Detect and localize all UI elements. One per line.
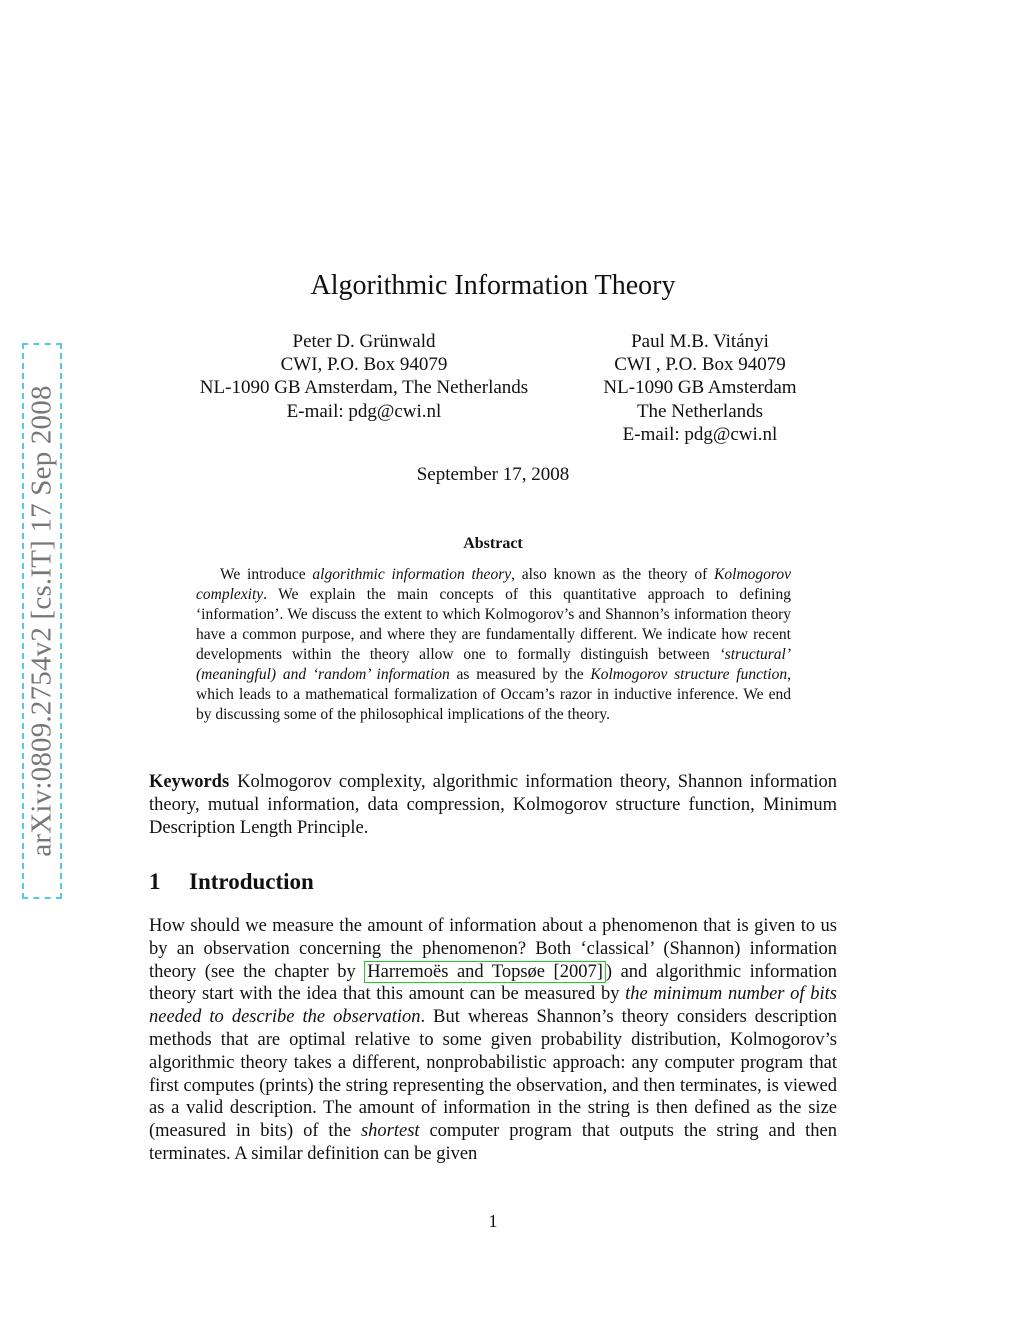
intro-emphasis: the minimum number of bits needed to describe the observation xyxy=(149,984,837,1028)
intro-emphasis: shortest xyxy=(360,1121,420,1142)
section-heading xyxy=(149,869,314,895)
author-affiliation-line: NL-1090 GB Amsterdam xyxy=(603,377,797,399)
paper-date: September 17, 2008 xyxy=(416,464,570,485)
author-affiliation-line: The Netherlands xyxy=(636,400,764,422)
keywords-text: Kolmogorov complexity, algorithmic information theory, Shannon information theory, mutual information, data compression, Kolmogorov structure function, Minimum Description Length Principle. xyxy=(149,772,837,838)
author-affiliation-line: NL-1090 GB Amsterdam, The Netherlands xyxy=(199,377,529,399)
author-email: E-mail: pdg@cwi.nl xyxy=(286,400,442,422)
abstract-heading: Abstract xyxy=(463,535,523,552)
author-email: E-mail: pdg@cwi.nl xyxy=(622,423,778,445)
abstract-emphasis: Kolmogorov structure function xyxy=(590,666,788,683)
abstract-body: We introduce algorithmic information theory, also known as the theory of Kolmogorov complexity. We explain the main concepts of this quantitative approach to defining ‘information’. We discuss the extent to which Kolmogorov’s and Shannon’s information theory have a common purpose, and where they are fundamentally different. We indicate how recent developments within the theory allow one to formally distinguish between ‘structural’ (meaningful) and ‘random’ information as measured by the Kolmogorov structure function, which leads to a mathematical formalization of Occam’s razor in inductive inference. We end by discussing some of the philosophical implications of the theory. xyxy=(196,566,791,723)
citation-link[interactable]: Harremoës and Topsøe [2007] xyxy=(364,961,606,983)
keywords-paragraph xyxy=(149,771,837,839)
abstract-emphasis: algorithmic information theory xyxy=(312,566,512,583)
author-block-1 xyxy=(174,330,554,423)
section-number: 1 xyxy=(149,869,161,894)
page-number: 1 xyxy=(488,1211,498,1231)
abstract-emphasis: Kolmogorov complexity xyxy=(196,566,791,603)
arxiv-stamp xyxy=(22,343,62,899)
section-title: Introduction xyxy=(189,869,314,894)
author-affiliation-line: CWI, P.O. Box 94079 xyxy=(280,354,448,376)
author-name: Peter D. Grünwald xyxy=(292,331,436,352)
author-block-2 xyxy=(590,330,810,446)
paper-title: Algorithmic Information Theory xyxy=(310,270,676,301)
intro-paragraph: How should we measure the amount of information about a phenomenon that is given to us by an observation concerning the phenomenon? Both ‘classical’ (Shannon) information theory (see the chapter by Harremoës and Topsøe [2007] ) and algorithmic information theory start with the idea that this amount can be measured by the minimum number of bits needed to describe the observation. But whereas Shannon’s theory considers description methods that are optimal relative to some given probability distribution, Kolmogorov’s algorithmic theory takes a different, nonprobabilistic approach: any computer program that first computes (prints) the string representing the observation, and then terminates, is viewed as a valid description. The amount of information in the string is then defined as the size (measured in bits) of the shortest computer program that outputs the string and then terminates. A similar definition can be given xyxy=(149,916,837,1164)
arxiv-stamp-text: arXiv:0809.2754v2 [cs.IT] 17 Sep 2008 xyxy=(25,385,58,857)
author-name: Paul M.B. Vitányi xyxy=(631,331,769,352)
author-affiliation-line: CWI , P.O. Box 94079 xyxy=(614,354,786,376)
keywords-label: Keywords xyxy=(149,772,230,792)
abstract-emphasis: ‘structural’ (meaningful) and ‘random’ information xyxy=(196,646,791,683)
